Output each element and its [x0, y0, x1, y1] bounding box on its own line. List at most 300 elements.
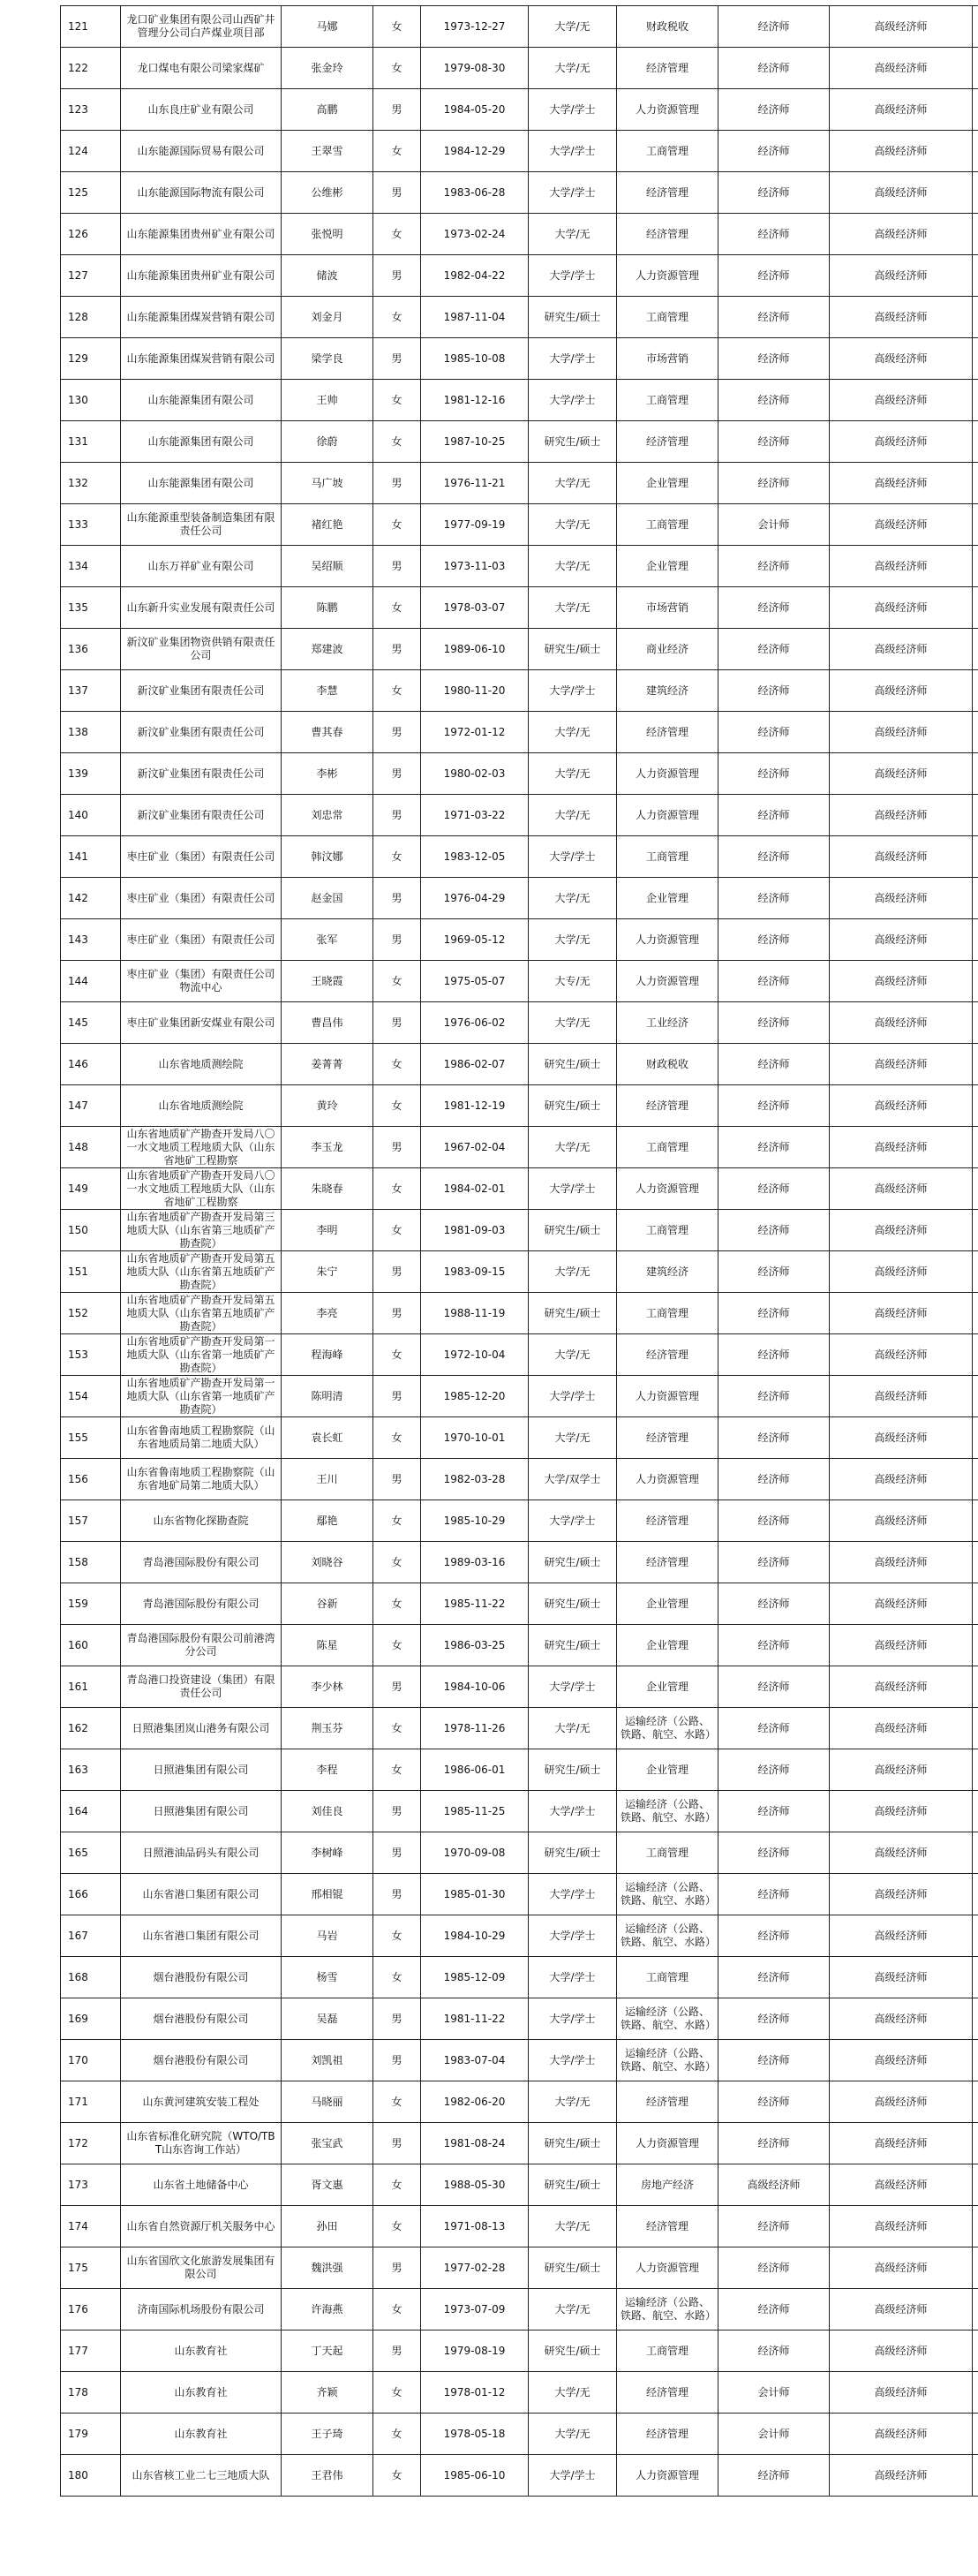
gender-cell: 女 — [373, 1625, 421, 1666]
birth-date-cell: 1985-10-08 — [421, 338, 529, 380]
remark-cell — [973, 1293, 978, 1334]
remark-cell — [973, 2247, 978, 2289]
remark-cell — [973, 1708, 978, 1749]
gender-cell: 男 — [373, 629, 421, 670]
applied-title-cell: 高级经济师 — [830, 961, 973, 1002]
organization-cell: 山东能源集团有限公司 — [121, 463, 282, 504]
remark-cell — [973, 1957, 978, 1998]
education-degree-cell: 大学/学士 — [529, 2455, 617, 2497]
major-cell: 人力资源管理 — [617, 2123, 718, 2164]
row-number-cell: 180 — [61, 2455, 121, 2497]
gender-cell: 女 — [373, 2081, 421, 2123]
organization-cell: 山东省地质矿产勘查开发局八〇一水文地质工程地质大队（山东省地矿工程勘察 — [121, 1127, 282, 1168]
name-cell: 赵金国 — [282, 878, 373, 919]
remark-cell — [973, 1542, 978, 1583]
row-number-cell: 177 — [61, 2330, 121, 2372]
education-degree-cell: 大学/无 — [529, 795, 617, 836]
row-number-cell: 141 — [61, 836, 121, 878]
current-title-cell: 经济师 — [718, 795, 830, 836]
organization-cell: 山东省港口集团有限公司 — [121, 1915, 282, 1957]
remark-cell — [973, 89, 978, 131]
remark-cell — [973, 2123, 978, 2164]
major-cell: 人力资源管理 — [617, 1459, 718, 1500]
current-title-cell: 经济师 — [718, 712, 830, 753]
name-cell: 朱宁 — [282, 1251, 373, 1293]
education-degree-cell: 大学/学士 — [529, 1666, 617, 1708]
education-degree-cell: 大学/学士 — [529, 1915, 617, 1957]
major-cell: 企业管理 — [617, 1625, 718, 1666]
remark-cell — [973, 421, 978, 463]
row-number-cell: 158 — [61, 1542, 121, 1583]
major-cell: 商业经济 — [617, 629, 718, 670]
birth-date-cell: 1971-03-22 — [421, 795, 529, 836]
current-title-cell: 经济师 — [718, 255, 830, 297]
current-title-cell: 经济师 — [718, 214, 830, 255]
organization-cell: 龙口矿业集团有限公司山西矿井管理分公司白芦煤业项目部 — [121, 6, 282, 48]
row-number-cell: 153 — [61, 1334, 121, 1376]
education-degree-cell: 大学/无 — [529, 504, 617, 546]
table-row — [61, 1459, 978, 1500]
current-title-cell: 经济师 — [718, 1002, 830, 1044]
name-cell: 王帅 — [282, 380, 373, 421]
organization-cell: 新汶矿业集团有限责任公司 — [121, 670, 282, 712]
name-cell: 刘晓谷 — [282, 1542, 373, 1583]
remark-cell — [973, 6, 978, 48]
gender-cell: 男 — [373, 1127, 421, 1168]
education-degree-cell: 研究生/硕士 — [529, 1625, 617, 1666]
current-title-cell: 经济师 — [718, 629, 830, 670]
current-title-cell: 经济师 — [718, 2081, 830, 2123]
current-title-cell: 经济师 — [718, 1998, 830, 2040]
gender-cell: 女 — [373, 297, 421, 338]
organization-cell: 山东能源重型装备制造集团有限责任公司 — [121, 504, 282, 546]
table-row — [61, 1874, 978, 1915]
table-row — [61, 629, 978, 670]
organization-cell: 烟台港股份有限公司 — [121, 2040, 282, 2081]
remark-cell — [973, 712, 978, 753]
table-row — [61, 6, 978, 48]
organization-cell: 枣庄矿业（集团）有限责任公司 — [121, 836, 282, 878]
gender-cell: 女 — [373, 6, 421, 48]
education-degree-cell: 大学/学士 — [529, 89, 617, 131]
name-cell: 刘忠常 — [282, 795, 373, 836]
organization-cell: 山东省核工业二七三地质大队 — [121, 2455, 282, 2497]
applied-title-cell: 高级经济师 — [830, 2081, 973, 2123]
remark-cell — [973, 587, 978, 629]
birth-date-cell: 1976-06-02 — [421, 1002, 529, 1044]
remark-cell — [973, 1749, 978, 1791]
education-degree-cell: 大学/无 — [529, 2414, 617, 2455]
remark-cell — [973, 1085, 978, 1127]
table-row — [61, 48, 978, 89]
gender-cell: 女 — [373, 1957, 421, 1998]
table-row — [61, 463, 978, 504]
education-degree-cell: 大学/学士 — [529, 2040, 617, 2081]
row-number-cell: 149 — [61, 1168, 121, 1210]
major-cell: 运输经济（公路、铁路、航空、水路） — [617, 1874, 718, 1915]
major-cell: 建筑经济 — [617, 1251, 718, 1293]
name-cell: 李明 — [282, 1210, 373, 1251]
organization-cell: 青岛港国际股份有限公司 — [121, 1542, 282, 1583]
remark-cell — [973, 1459, 978, 1500]
row-number-cell: 135 — [61, 587, 121, 629]
table-row — [61, 1002, 978, 1044]
education-degree-cell: 大学/无 — [529, 2081, 617, 2123]
gender-cell: 男 — [373, 1002, 421, 1044]
name-cell: 吴绍顺 — [282, 546, 373, 587]
birth-date-cell: 1982-06-20 — [421, 2081, 529, 2123]
organization-cell: 济南国际机场股份有限公司 — [121, 2289, 282, 2330]
current-title-cell: 经济师 — [718, 1666, 830, 1708]
row-number-cell: 125 — [61, 172, 121, 214]
major-cell: 人力资源管理 — [617, 89, 718, 131]
current-title-cell: 经济师 — [718, 1625, 830, 1666]
row-number-cell: 161 — [61, 1666, 121, 1708]
education-degree-cell: 研究生/硕士 — [529, 2123, 617, 2164]
current-title-cell: 经济师 — [718, 1749, 830, 1791]
birth-date-cell: 1970-10-01 — [421, 1417, 529, 1459]
applied-title-cell: 高级经济师 — [830, 380, 973, 421]
current-title-cell: 经济师 — [718, 89, 830, 131]
remark-cell — [973, 255, 978, 297]
row-number-cell: 175 — [61, 2247, 121, 2289]
birth-date-cell: 1985-06-10 — [421, 2455, 529, 2497]
name-cell: 张金玲 — [282, 48, 373, 89]
row-number-cell: 163 — [61, 1749, 121, 1791]
current-title-cell: 经济师 — [718, 297, 830, 338]
applied-title-cell: 高级经济师 — [830, 753, 973, 795]
organization-cell: 山东能源集团煤炭营销有限公司 — [121, 297, 282, 338]
name-cell: 齐颖 — [282, 2372, 373, 2414]
current-title-cell: 经济师 — [718, 961, 830, 1002]
applied-title-cell: 高级经济师 — [830, 504, 973, 546]
table-row — [61, 1334, 978, 1376]
applied-title-cell: 高级经济师 — [830, 919, 973, 961]
organization-cell: 山东省国欣文化旅游发展集团有限公司 — [121, 2247, 282, 2289]
education-degree-cell: 大学/无 — [529, 1002, 617, 1044]
row-number-cell: 170 — [61, 2040, 121, 2081]
current-title-cell: 经济师 — [718, 1708, 830, 1749]
education-degree-cell: 大学/学士 — [529, 131, 617, 172]
remark-cell — [973, 2040, 978, 2081]
name-cell: 孙田 — [282, 2206, 373, 2247]
gender-cell: 女 — [373, 1417, 421, 1459]
major-cell: 企业管理 — [617, 1666, 718, 1708]
applied-title-cell: 高级经济师 — [830, 1376, 973, 1417]
gender-cell: 女 — [373, 2455, 421, 2497]
remark-cell — [973, 131, 978, 172]
remark-cell — [973, 878, 978, 919]
table-row — [61, 338, 978, 380]
table-row — [61, 421, 978, 463]
gender-cell: 女 — [373, 1749, 421, 1791]
name-cell: 李彬 — [282, 753, 373, 795]
education-degree-cell: 大学/无 — [529, 2289, 617, 2330]
name-cell: 刘金月 — [282, 297, 373, 338]
gender-cell: 男 — [373, 2247, 421, 2289]
name-cell: 袁长虹 — [282, 1417, 373, 1459]
remark-cell — [973, 1210, 978, 1251]
education-degree-cell: 大学/无 — [529, 6, 617, 48]
birth-date-cell: 1977-09-19 — [421, 504, 529, 546]
birth-date-cell: 1976-11-21 — [421, 463, 529, 504]
gender-cell: 女 — [373, 1542, 421, 1583]
applied-title-cell: 高级经济师 — [830, 878, 973, 919]
education-degree-cell: 研究生/硕士 — [529, 297, 617, 338]
row-number-cell: 164 — [61, 1791, 121, 1832]
remark-cell — [973, 1127, 978, 1168]
major-cell: 经济管理 — [617, 2206, 718, 2247]
name-cell: 王君伟 — [282, 2455, 373, 2497]
applied-title-cell: 高级经济师 — [830, 2414, 973, 2455]
applied-title-cell: 高级经济师 — [830, 1085, 973, 1127]
gender-cell: 女 — [373, 2206, 421, 2247]
organization-cell: 山东省地质矿产勘查开发局第一地质大队（山东省第一地质矿产勘查院） — [121, 1376, 282, 1417]
major-cell: 财政税收 — [617, 1044, 718, 1085]
current-title-cell: 经济师 — [718, 1417, 830, 1459]
gender-cell: 男 — [373, 546, 421, 587]
table-body — [61, 6, 978, 2497]
major-cell: 工商管理 — [617, 1127, 718, 1168]
birth-date-cell: 1983-07-04 — [421, 2040, 529, 2081]
organization-cell: 青岛港国际股份有限公司 — [121, 1583, 282, 1625]
applied-title-cell: 高级经济师 — [830, 712, 973, 753]
applied-title-cell: 高级经济师 — [830, 1791, 973, 1832]
organization-cell: 日照港油品码头有限公司 — [121, 1832, 282, 1874]
table-row — [61, 1127, 978, 1168]
row-number-cell: 150 — [61, 1210, 121, 1251]
birth-date-cell: 1971-08-13 — [421, 2206, 529, 2247]
applied-title-cell: 高级经济师 — [830, 670, 973, 712]
name-cell: 马广坡 — [282, 463, 373, 504]
birth-date-cell: 1985-12-20 — [421, 1376, 529, 1417]
remark-cell — [973, 919, 978, 961]
applied-title-cell: 高级经济师 — [830, 2372, 973, 2414]
current-title-cell: 经济师 — [718, 878, 830, 919]
row-number-cell: 130 — [61, 380, 121, 421]
row-number-cell: 143 — [61, 919, 121, 961]
birth-date-cell: 1988-11-19 — [421, 1293, 529, 1334]
name-cell: 韩汶娜 — [282, 836, 373, 878]
major-cell: 企业管理 — [617, 1749, 718, 1791]
education-degree-cell: 研究生/硕士 — [529, 1044, 617, 1085]
table-row — [61, 753, 978, 795]
major-cell: 企业管理 — [617, 878, 718, 919]
remark-cell — [973, 2414, 978, 2455]
name-cell: 邢相锟 — [282, 1874, 373, 1915]
table-row — [61, 172, 978, 214]
remark-cell — [973, 1874, 978, 1915]
education-degree-cell: 大学/学士 — [529, 380, 617, 421]
organization-cell: 烟台港股份有限公司 — [121, 1998, 282, 2040]
major-cell: 经济管理 — [617, 1417, 718, 1459]
table-row — [61, 214, 978, 255]
row-number-cell: 179 — [61, 2414, 121, 2455]
major-cell: 企业管理 — [617, 463, 718, 504]
organization-cell: 新汶矿业集团有限责任公司 — [121, 795, 282, 836]
gender-cell: 男 — [373, 463, 421, 504]
table-row — [61, 1210, 978, 1251]
applied-title-cell: 高级经济师 — [830, 1915, 973, 1957]
remark-cell — [973, 2330, 978, 2372]
name-cell: 刘佳良 — [282, 1791, 373, 1832]
current-title-cell: 经济师 — [718, 1334, 830, 1376]
birth-date-cell: 1981-11-22 — [421, 1998, 529, 2040]
birth-date-cell: 1976-04-29 — [421, 878, 529, 919]
organization-cell: 枣庄矿业（集团）有限责任公司 — [121, 919, 282, 961]
remark-cell — [973, 504, 978, 546]
gender-cell: 女 — [373, 2289, 421, 2330]
current-title-cell: 经济师 — [718, 753, 830, 795]
table-row — [61, 1500, 978, 1542]
gender-cell: 男 — [373, 1998, 421, 2040]
education-degree-cell: 大学/学士 — [529, 1998, 617, 2040]
birth-date-cell: 1984-10-06 — [421, 1666, 529, 1708]
applied-title-cell: 高级经济师 — [830, 1749, 973, 1791]
birth-date-cell: 1972-01-12 — [421, 712, 529, 753]
birth-date-cell: 1985-10-29 — [421, 1500, 529, 1542]
row-number-cell: 129 — [61, 338, 121, 380]
major-cell: 企业管理 — [617, 1583, 718, 1625]
birth-date-cell: 1979-08-30 — [421, 48, 529, 89]
major-cell: 工商管理 — [617, 504, 718, 546]
current-title-cell: 经济师 — [718, 421, 830, 463]
applied-title-cell: 高级经济师 — [830, 1957, 973, 1998]
applied-title-cell: 高级经济师 — [830, 2040, 973, 2081]
organization-cell: 山东省地质矿产勘查开发局第三地质大队（山东省第三地质矿产勘查院） — [121, 1210, 282, 1251]
gender-cell: 女 — [373, 587, 421, 629]
education-degree-cell: 大学/学士 — [529, 1376, 617, 1417]
row-number-cell: 121 — [61, 6, 121, 48]
major-cell: 工商管理 — [617, 1210, 718, 1251]
gender-cell: 女 — [373, 214, 421, 255]
organization-cell: 山东省地质矿产勘查开发局第五地质大队（山东省第五地质矿产勘查院） — [121, 1251, 282, 1293]
name-cell: 许海燕 — [282, 2289, 373, 2330]
table-row — [61, 1666, 978, 1708]
table-row — [61, 670, 978, 712]
applied-title-cell: 高级经济师 — [830, 2330, 973, 2372]
row-number-cell: 140 — [61, 795, 121, 836]
remark-cell — [973, 1998, 978, 2040]
remark-cell — [973, 172, 978, 214]
major-cell: 人力资源管理 — [617, 255, 718, 297]
remark-cell — [973, 214, 978, 255]
gender-cell: 女 — [373, 961, 421, 1002]
education-degree-cell: 大学/无 — [529, 1127, 617, 1168]
name-cell: 曹其春 — [282, 712, 373, 753]
gender-cell: 男 — [373, 1832, 421, 1874]
gender-cell: 男 — [373, 1791, 421, 1832]
name-cell: 姜菁菁 — [282, 1044, 373, 1085]
major-cell: 市场营销 — [617, 587, 718, 629]
remark-cell — [973, 380, 978, 421]
row-number-cell: 157 — [61, 1500, 121, 1542]
birth-date-cell: 1979-08-19 — [421, 2330, 529, 2372]
remark-cell — [973, 1376, 978, 1417]
row-number-cell: 173 — [61, 2164, 121, 2206]
education-degree-cell: 大学/双学士 — [529, 1459, 617, 1500]
birth-date-cell: 1986-02-07 — [421, 1044, 529, 1085]
row-number-cell: 176 — [61, 2289, 121, 2330]
current-title-cell: 经济师 — [718, 2247, 830, 2289]
remark-cell — [973, 463, 978, 504]
remark-cell — [973, 795, 978, 836]
birth-date-cell: 1985-11-25 — [421, 1791, 529, 1832]
table-row — [61, 131, 978, 172]
birth-date-cell: 1978-05-18 — [421, 2414, 529, 2455]
education-degree-cell: 大学/学士 — [529, 1957, 617, 1998]
major-cell: 人力资源管理 — [617, 753, 718, 795]
major-cell: 经济管理 — [617, 2372, 718, 2414]
organization-cell: 枣庄矿业集团新安煤业有限公司 — [121, 1002, 282, 1044]
row-number-cell: 126 — [61, 214, 121, 255]
table-row — [61, 1168, 978, 1210]
row-number-cell: 172 — [61, 2123, 121, 2164]
birth-date-cell: 1984-10-29 — [421, 1915, 529, 1957]
applied-title-cell: 高级经济师 — [830, 1002, 973, 1044]
name-cell: 张军 — [282, 919, 373, 961]
applied-title-cell: 高级经济师 — [830, 2123, 973, 2164]
remark-cell — [973, 546, 978, 587]
education-degree-cell: 大学/无 — [529, 1708, 617, 1749]
table-row — [61, 1915, 978, 1957]
row-number-cell: 165 — [61, 1832, 121, 1874]
gender-cell: 女 — [373, 1085, 421, 1127]
row-number-cell: 137 — [61, 670, 121, 712]
row-number-cell: 171 — [61, 2081, 121, 2123]
gender-cell: 男 — [373, 1874, 421, 1915]
name-cell: 丁天起 — [282, 2330, 373, 2372]
gender-cell: 女 — [373, 836, 421, 878]
name-cell: 马娜 — [282, 6, 373, 48]
major-cell: 经济管理 — [617, 2081, 718, 2123]
applied-title-cell: 高级经济师 — [830, 48, 973, 89]
birth-date-cell: 1984-12-29 — [421, 131, 529, 172]
table-row — [61, 1998, 978, 2040]
education-degree-cell: 研究生/硕士 — [529, 1583, 617, 1625]
row-number-cell: 160 — [61, 1625, 121, 1666]
birth-date-cell: 1978-03-07 — [421, 587, 529, 629]
major-cell: 经济管理 — [617, 1085, 718, 1127]
remark-cell — [973, 1583, 978, 1625]
birth-date-cell: 1986-03-25 — [421, 1625, 529, 1666]
gender-cell: 男 — [373, 255, 421, 297]
current-title-cell: 经济师 — [718, 1791, 830, 1832]
current-title-cell: 经济师 — [718, 1085, 830, 1127]
major-cell: 房地产经济 — [617, 2164, 718, 2206]
name-cell: 公维彬 — [282, 172, 373, 214]
birth-date-cell: 1985-11-22 — [421, 1583, 529, 1625]
applied-title-cell: 高级经济师 — [830, 6, 973, 48]
table-row — [61, 1044, 978, 1085]
name-cell: 谷新 — [282, 1583, 373, 1625]
applied-title-cell: 高级经济师 — [830, 421, 973, 463]
organization-cell: 烟台港股份有限公司 — [121, 1957, 282, 1998]
row-number-cell: 169 — [61, 1998, 121, 2040]
education-degree-cell: 大学/学士 — [529, 338, 617, 380]
major-cell: 工商管理 — [617, 2330, 718, 2372]
major-cell: 人力资源管理 — [617, 961, 718, 1002]
education-degree-cell: 大学/无 — [529, 1251, 617, 1293]
row-number-cell: 167 — [61, 1915, 121, 1957]
remark-cell — [973, 297, 978, 338]
education-degree-cell: 大学/无 — [529, 2206, 617, 2247]
organization-cell: 日照港集团岚山港务有限公司 — [121, 1708, 282, 1749]
education-degree-cell: 研究生/硕士 — [529, 1749, 617, 1791]
major-cell: 人力资源管理 — [617, 795, 718, 836]
applied-title-cell: 高级经济师 — [830, 795, 973, 836]
organization-cell: 新汶矿业集团有限责任公司 — [121, 753, 282, 795]
